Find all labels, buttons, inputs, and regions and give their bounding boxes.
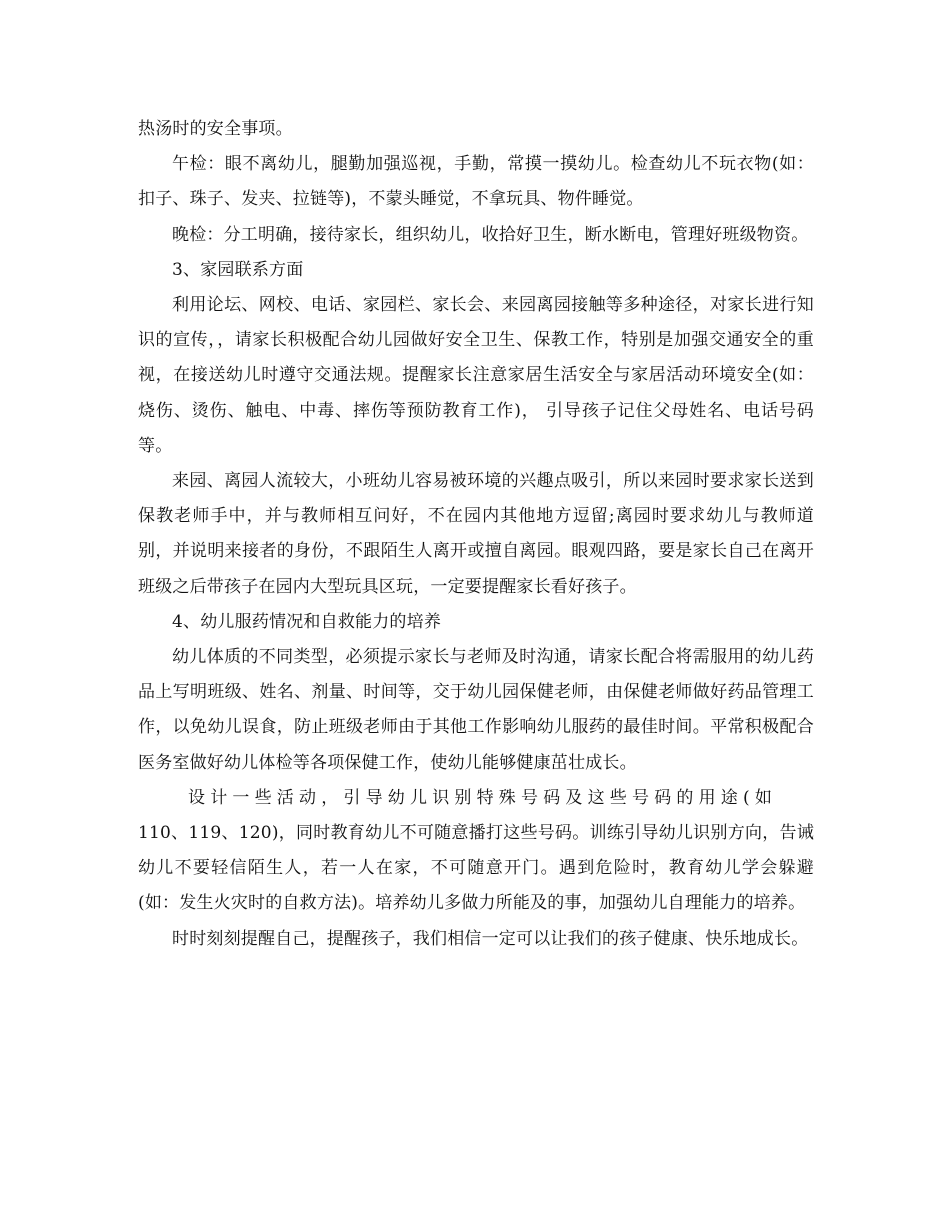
section-heading: 4、幼儿服药情况和自救能力的培养 — [172, 611, 442, 632]
paragraph: 利用论坛、网校、电话、家园栏、家长会、来园离园接触等多种途径，对家长进行知识的宣传，，请家长积极配合幼儿园做好安全卫生、保教工作，特别是加强交通安全的重视，在接送幼儿时遵守交通法规。提醒家长注意家居生活安全与家居活动环境安全(如：烧伤、烫伤、触电、中毒、摔伤等预防教育工作)， 引导孩子记住父母姓名、电话号码等。 — [138, 295, 814, 456]
paragraph: 午检：眼不离幼儿，腿勤加强巡视，手勤，常摸一摸幼儿。检查幼儿不玩衣物(如：扣子、珠子、发夹、拉链等)，不蒙头睡觉，不拿玩具、物件睡觉。 — [138, 154, 814, 210]
section-heading: 3、家园联系方面 — [172, 259, 304, 280]
paragraph: 设计一些活动，引导幼儿识别特殊号码及这些号码的用途(如 — [188, 787, 778, 808]
document-body — [138, 112, 814, 957]
paragraph: 幼儿体质的不同类型，必须提示家长与老师及时沟通，请家长配合将需服用的幼儿药品上写明班级、姓名、剂量、时间等，交于幼儿园保健老师，由保健老师做好药品管理工作，以免幼儿误食，防止班级老师由于其他工作影响幼儿服药的最佳时间。平常积极配合医务室做好幼儿体检等各项保健工作，使幼儿能够健康茁壮成长。 — [138, 647, 814, 773]
paragraph: 晚检：分工明确，接待家长，组织幼儿，收拾好卫生，断水断电，管理好班级物资。 — [172, 224, 809, 245]
paragraph: 热汤时的安全事项。 — [138, 119, 293, 139]
paragraph: 110、119、120)，同时教育幼儿不可随意播打这些号码。训练引导幼儿识别方向，告诫幼儿不要轻信陌生人，若一人在家，不可随意开门。遇到危险时，教育幼儿学会躲避(如：发生火灾时的自救方法)。培养幼儿多做力所能及的事，加强幼儿自理能力的培养。 — [138, 823, 814, 914]
paragraph: 时时刻刻提醒自己，提醒孩子，我们相信一定可以让我们的孩子健康、快乐地成长。 — [172, 928, 809, 949]
paragraph: 来园、离园人流较大，小班幼儿容易被环境的兴趣点吸引，所以来园时要求家长送到保教老师手中，并与教师相互问好，不在园内其他地方逗留;离园时要求幼儿与教师道别，并说明来接者的身份，不跟陌生人离开或擅自离园。眼观四路，要是家长自己在离开班级之后带孩子在园内大型玩具区玩，一定要提醒家长看好孩子。 — [138, 471, 814, 597]
